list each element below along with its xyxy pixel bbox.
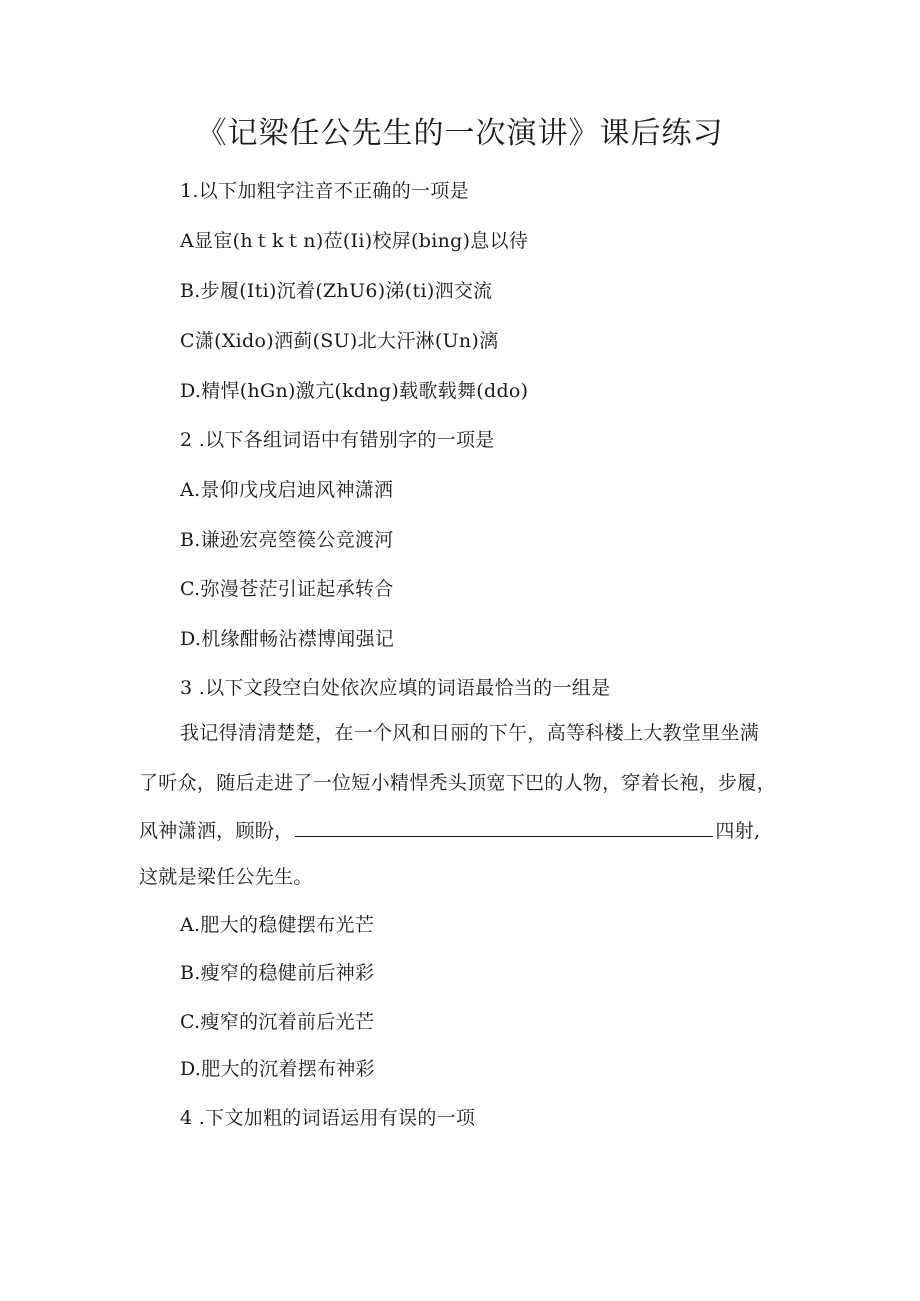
passage-line-4: 这就是梁任公先生。 xyxy=(139,866,313,888)
question-3-option-d: D.肥大的沉着摆布神彩 xyxy=(180,1058,375,1080)
passage-line-3-end: 四射, xyxy=(715,820,761,842)
fill-in-blank xyxy=(295,816,713,837)
passage-line-1: 我记得清清楚楚，在一个风和日丽的下午，高等科楼上大教堂里坐满 xyxy=(180,722,760,744)
question-2-option-d: D.机缘酣畅沾襟博闻强记 xyxy=(180,628,395,650)
question-3-option-b: B.瘦窄的稳健前后神彩 xyxy=(180,962,375,984)
question-2-stem: 2 .以下各组词语中有错别字的一项是 xyxy=(180,429,495,451)
question-3-option-c: C.瘦窄的沉着前后光芒 xyxy=(180,1011,375,1033)
page-title: 《记梁任公先生的一次演讲》课后练习 xyxy=(196,116,724,151)
question-2-option-b: B.谦逊宏亮箜篌公竞渡河 xyxy=(180,529,394,551)
question-1-stem: 1.以下加粗字注音不正确的一项是 xyxy=(180,180,469,202)
question-3-stem: 3 .以下文段空白处依次应填的词语最恰当的一组是 xyxy=(180,677,611,699)
question-1-option-c: C潇(Xido)洒蓟(SU)北大汗淋(Un)漓 xyxy=(180,330,499,352)
passage-line-2: 了听众，随后走进了一位短小精悍秃头顶宽下巴的人物，穿着长袍，步履， xyxy=(139,772,776,794)
question-2-option-c: C.弥漫苍茫引证起承转合 xyxy=(180,578,394,600)
question-4-stem: 4 .下文加粗的词语运用有误的一项 xyxy=(180,1107,476,1129)
passage-line-3-start: 风神潇洒，顾盼， xyxy=(139,820,294,842)
question-1-option-d: D.精悍(hGn)激亢(kdng)载歌载舞(ddo) xyxy=(180,380,529,402)
question-3-option-a: A.肥大的稳健摆布光芒 xyxy=(180,914,375,936)
question-1-option-a: A显宦(hｔkｔn)莅(Ii)校屏(bing)息以待 xyxy=(180,230,529,252)
question-1-option-b: B.步履(Iti)沉着(ZhU6)涕(ti)泗交流 xyxy=(180,280,493,302)
passage-line-3 xyxy=(139,816,760,845)
question-2-option-a: A.景仰戊戌启迪风神潇洒 xyxy=(180,479,394,501)
